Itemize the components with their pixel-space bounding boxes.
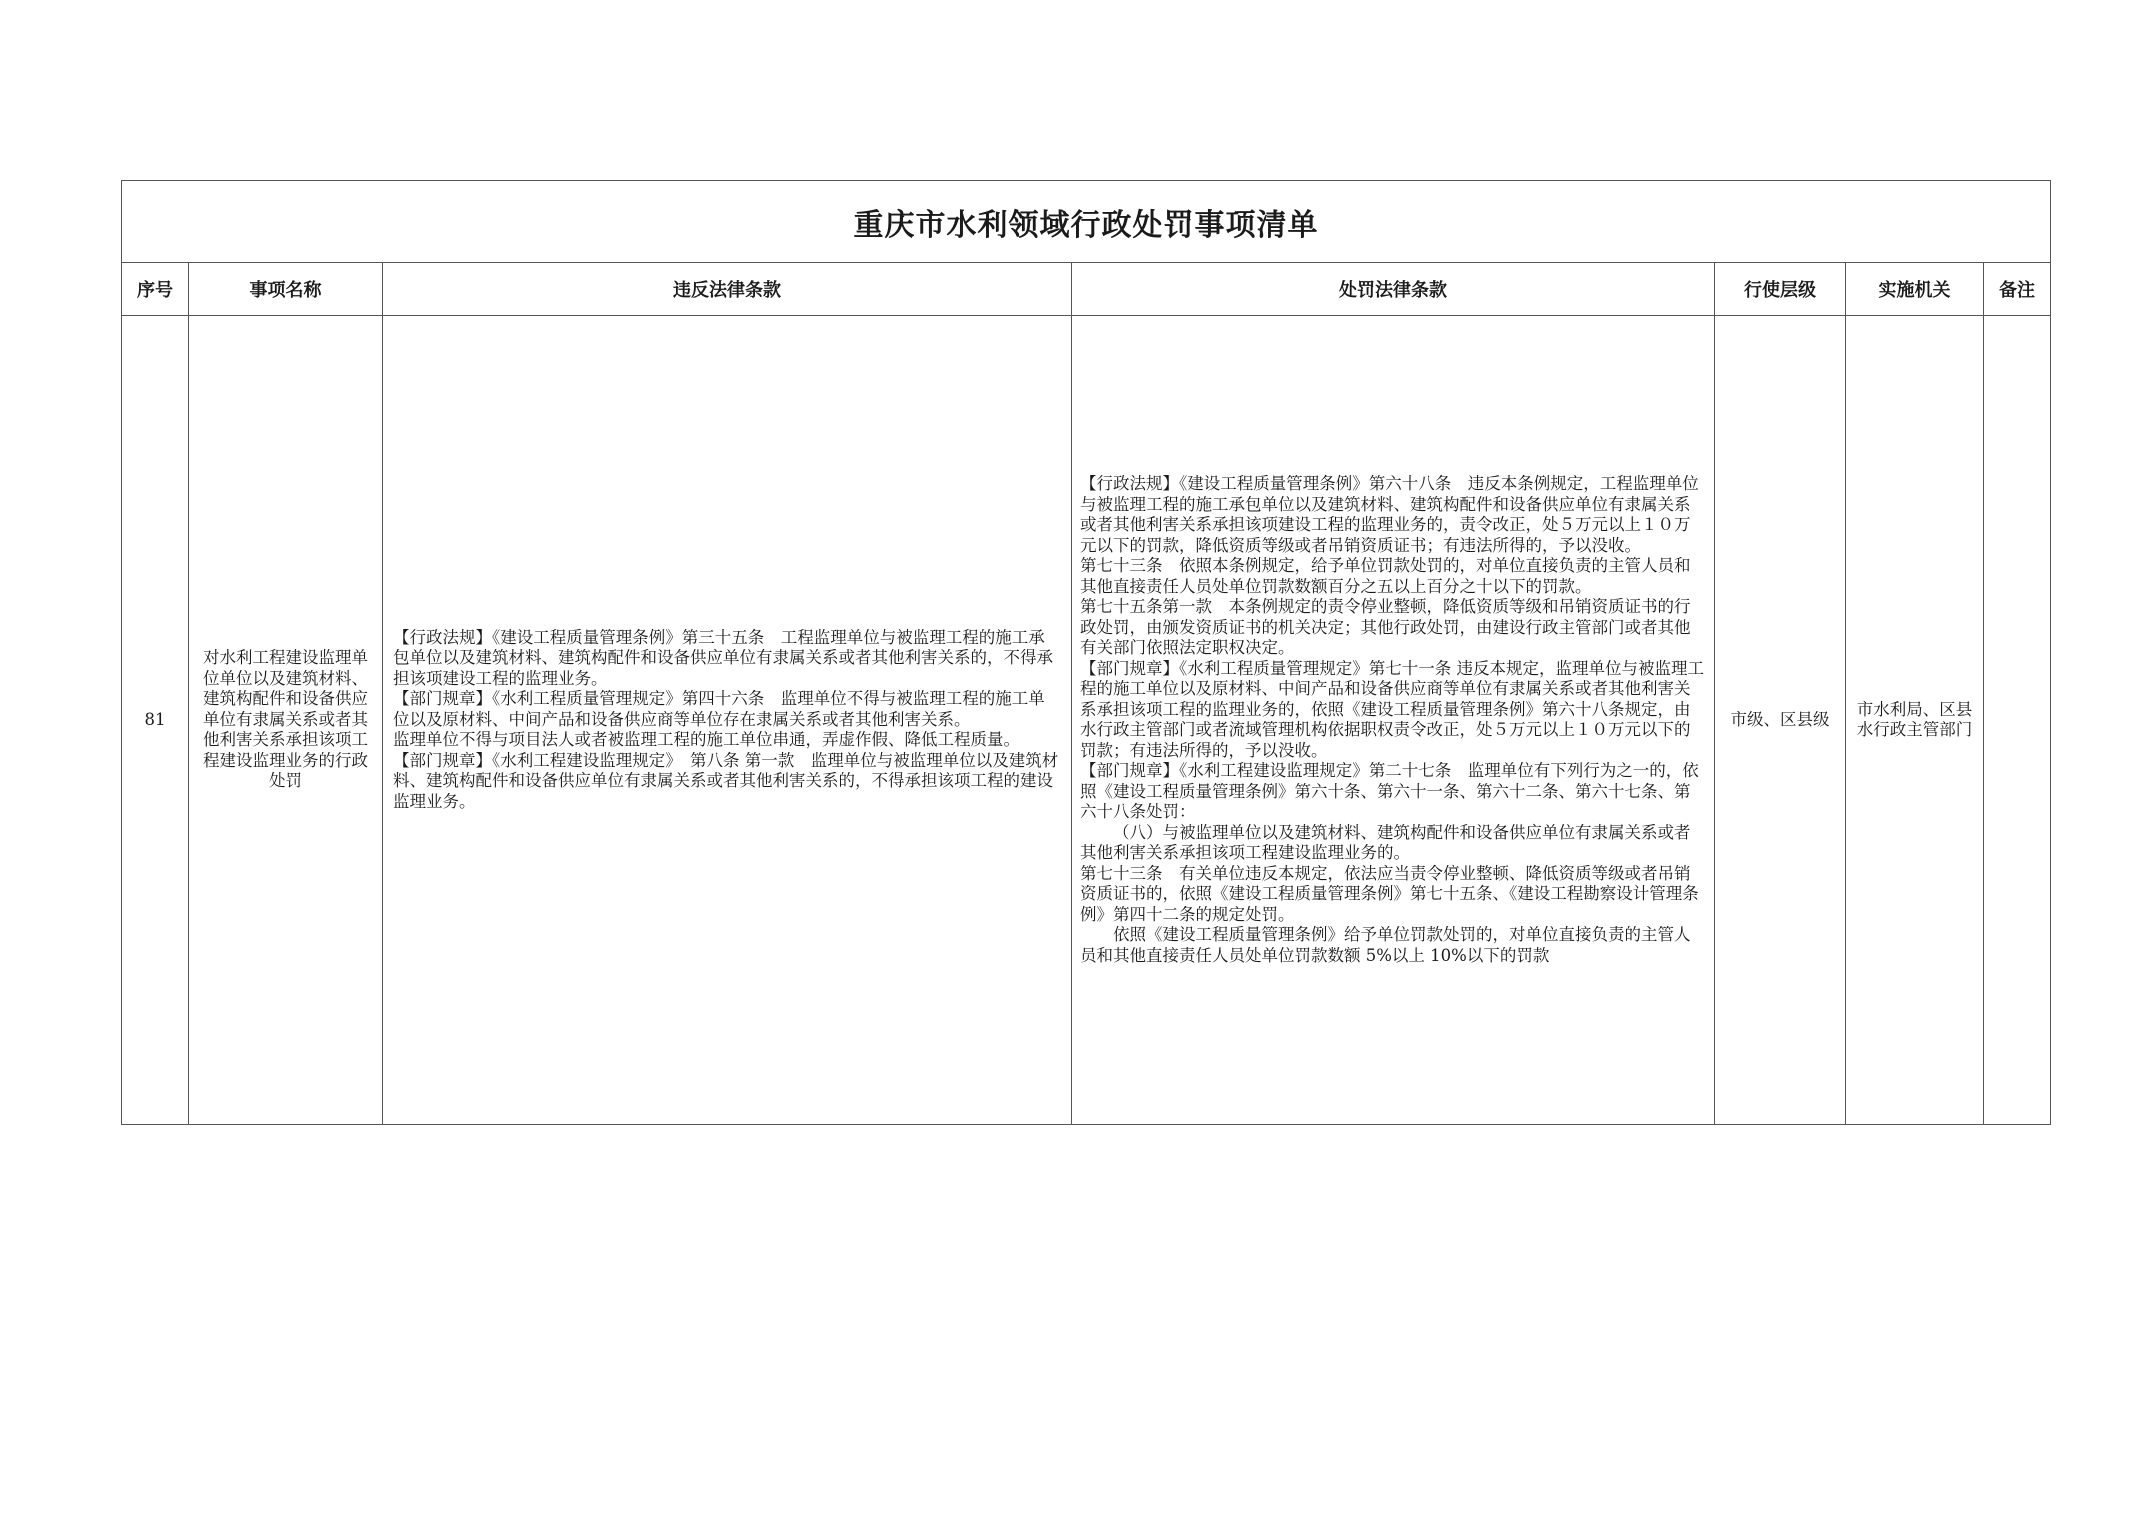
violated-law-para: 监理单位不得与项目法人或者被监理工程的施工单位串通，弄虚作假、降低工程质量。 — [393, 730, 1020, 750]
penalty-list-table — [121, 180, 2051, 1125]
row-level: 市级、区县级 — [1715, 316, 1846, 1125]
penalty-law-para: 【部门规章】《水利工程建设监理规定》第二十七条 监理单位有下列行为之一的，依照《建设工程质量管理条例》第六十条、第六十一条、第六十二条、第六十七条、第六十八条处罚： — [1080, 761, 1699, 821]
row-seq: 81 — [122, 316, 189, 1125]
violated-law-para: 【部门规章】《水利工程质量管理规定》第四十六条 监理单位不得与被监理工程的施工单位以及原材料、中间产品和设备供应商等单位存在隶属关系或者其他利害关系。 — [393, 689, 1045, 729]
header-level: 行使层级 — [1715, 263, 1846, 316]
row-penalty-law — [1072, 316, 1715, 1125]
header-violated-law: 违反法律条款 — [383, 263, 1072, 316]
row-violated-law — [383, 316, 1072, 1125]
penalty-law-para: 第七十五条第一款 本条例规定的责令停业整顿，降低资质等级和吊销资质证书的行政处罚，由颁发资质证书的机关决定；其他行政处罚，由建设行政主管部门或者其他有关部门依照法定职权决定。 — [1080, 597, 1691, 657]
violated-law-para: 【行政法规】《建设工程质量管理条例》第三十五条 工程监理单位与被监理工程的施工承包单位以及建筑材料、建筑构配件和设备供应单位有隶属关系或者其他利害关系的，不得承担该项建设工程的监理业务。 — [393, 627, 1053, 688]
row-item-name: 对水利工程建设监理单位单位以及建筑材料、建筑构配件和设备供应单位有隶属关系或者其他利害关系承担该项工程建设监理业务的行政处罚 — [189, 316, 383, 1125]
row-agency: 市水利局、区县水行政主管部门 — [1846, 316, 1984, 1125]
document-title: 重庆市水利领域行政处罚事项清单 — [122, 181, 2051, 263]
penalty-law-para: （八）与被监理单位以及建筑材料、建筑构配件和设备供应单位有隶属关系或者其他利害关系承担该项工程建设监理业务的。 — [1080, 822, 1691, 862]
penalty-law-para: 【行政法规】《建设工程质量管理条例》第六十八条 违反本条例规定，工程监理单位与被监理工程的施工承包单位以及建筑材料、建筑构配件和设备供应单位有隶属关系或者其他利害关系承担该项建设工程的监理业务的，责令改正，处５万元以上１０万元以下的罚款，降低资质等级或者吊销资质证书；有违法所得的，予以没收。 — [1080, 474, 1699, 555]
header-agency: 实施机关 — [1846, 263, 1984, 316]
penalty-law-para: 依照《建设工程质量管理条例》给予单位罚款处罚的，对单位直接负责的主管人员和其他直接责任人员处单位罚款数额 5%以上 10%以下的罚款 — [1080, 925, 1691, 965]
header-item-name: 事项名称 — [189, 263, 383, 316]
header-seq: 序号 — [122, 263, 189, 316]
violated-law-para: 【部门规章】《水利工程建设监理规定》 第八条 第一款 监理单位与被监理单位以及建筑材料、建筑构配件和设备供应单位有隶属关系或者其他利害关系的，不得承担该项工程的建设监理业务。 — [393, 750, 1059, 811]
header-penalty-law: 处罚法律条款 — [1072, 263, 1715, 316]
penalty-law-para: 【部门规章】《水利工程质量管理规定》第七十一条 违反本规定，监理单位与被监理工程的施工单位以及原材料、中间产品和设备供应商等单位有隶属关系或者其他利害关系承担该项工程的监理业务的，依照《建设工程质量管理条例》第六十八条规定，由水行政主管部门或者流域管理机构依据职权责令改正，处５万元以上１０万元以下的罚款；有违法所得的，予以没收。 — [1080, 658, 1704, 760]
table-row — [122, 316, 2051, 1125]
penalty-law-para: 第七十三条 有关单位违反本规定，依法应当责令停业整顿、降低资质等级或者吊销资质证书的，依照《建设工程质量管理条例》第七十五条、《建设工程勘察设计管理条例》第四十二条的规定处罚。 — [1080, 863, 1699, 924]
row-remark — [1984, 316, 2051, 1125]
header-remark: 备注 — [1984, 263, 2051, 316]
penalty-law-para: 第七十三条 依照本条例规定，给予单位罚款处罚的，对单位直接负责的主管人员和其他直接责任人员处单位罚款数额百分之五以上百分之十以下的罚款。 — [1080, 556, 1691, 596]
